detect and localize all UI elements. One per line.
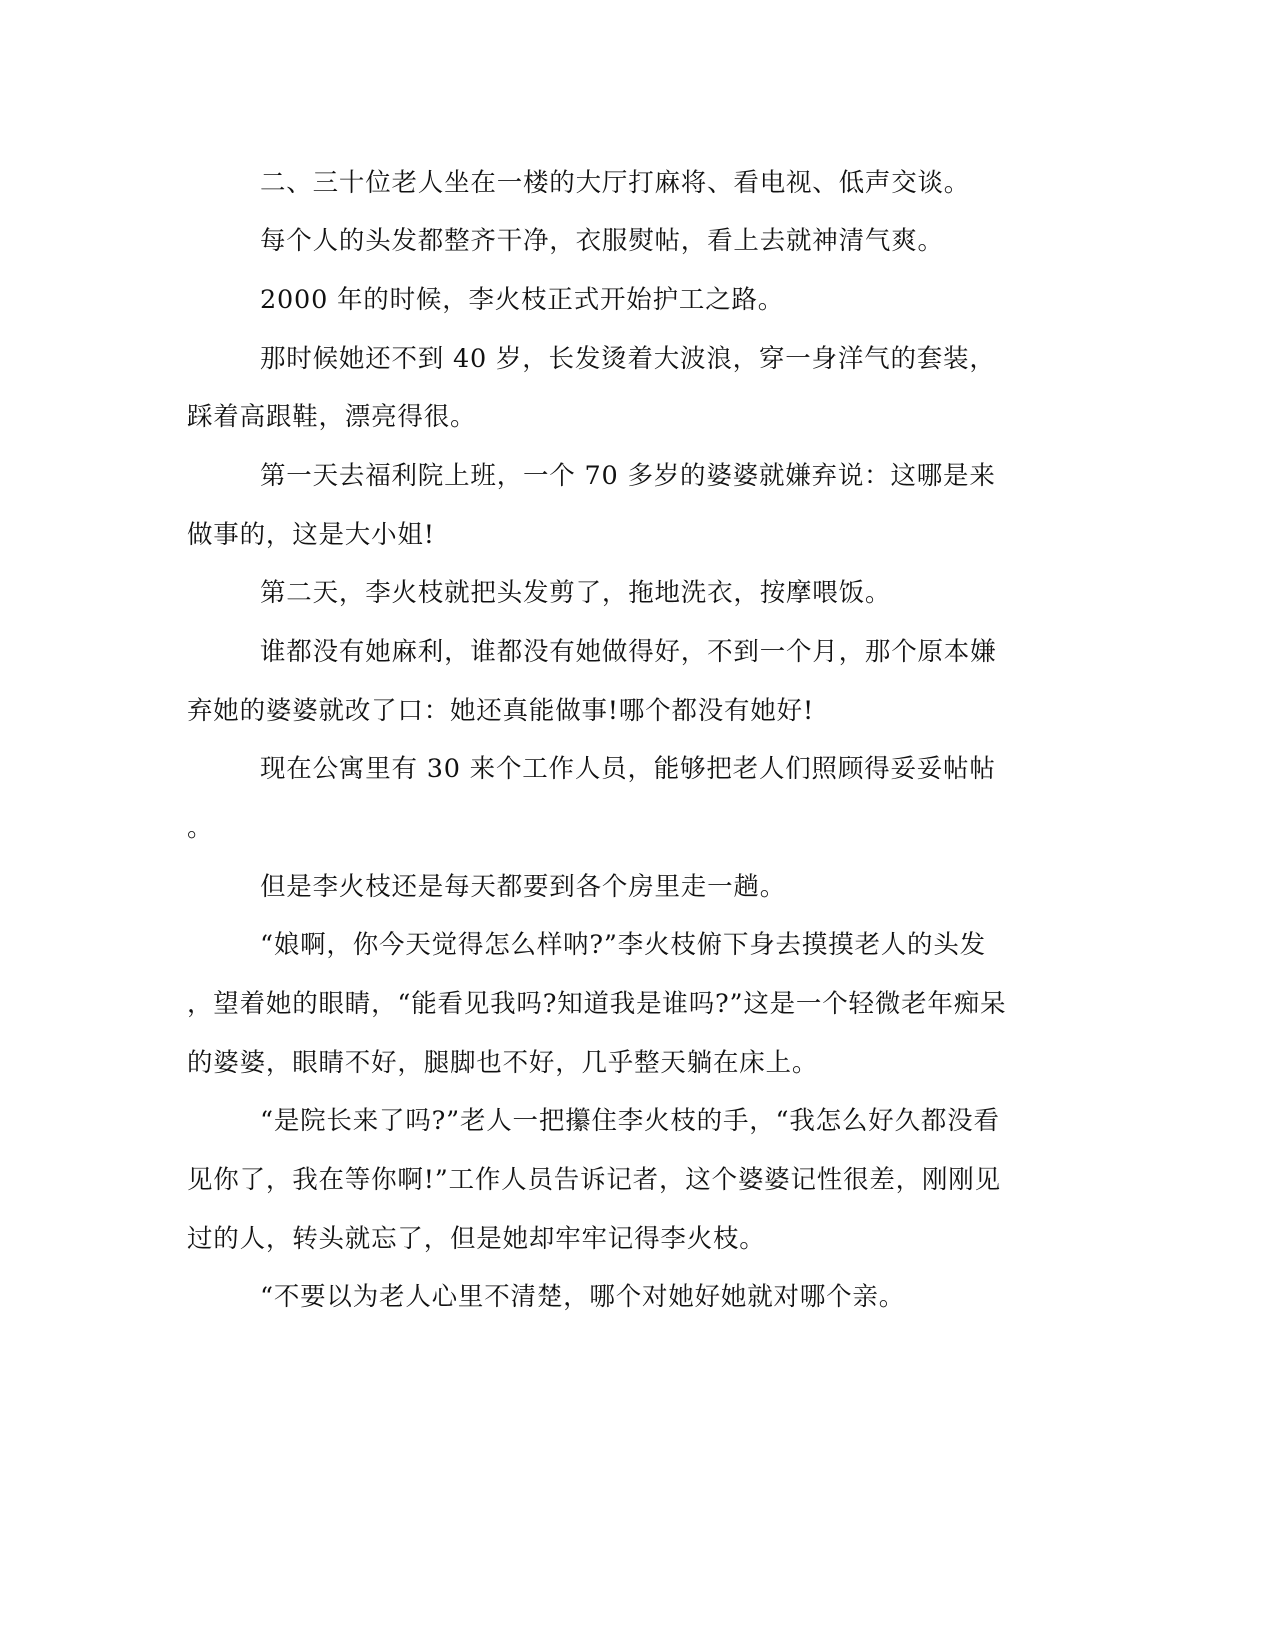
text-line: 二、三十位老人坐在一楼的大厅打麻将、看电视、低声交谈。 bbox=[260, 168, 971, 198]
text-line: 每个人的头发都整齐干净，衣服熨帖，看上去就神清气爽。 bbox=[260, 226, 944, 256]
text-line: 第二天，李火枝就把头发剪了，拖地洗衣，按摩喂饭。 bbox=[260, 578, 892, 608]
text-line: 过的人，转头就忘了，但是她却牢牢记得李火枝。 bbox=[187, 1224, 766, 1254]
text-line: 谁都没有她麻利，谁都没有她做得好，不到一个月，那个原本嫌 bbox=[260, 637, 997, 667]
text-line: “是院长来了吗?”老人一把攥住李火枝的手，“我怎么好久都没看 bbox=[260, 1106, 1000, 1136]
text-line: 见你了，我在等你啊!”工作人员告诉记者，这个婆婆记性很差，刚刚见 bbox=[187, 1165, 1001, 1195]
text-line: 2000 年的时候，李火枝正式开始护工之路。 bbox=[260, 285, 785, 315]
text-line: 第一天去福利院上班，一个 70 多岁的婆婆就嫌弃说：这哪是来 bbox=[260, 461, 996, 491]
text-line: 。 bbox=[187, 813, 214, 843]
text-line: 的婆婆，眼睛不好，腿脚也不好，几乎整天躺在床上。 bbox=[187, 1048, 819, 1078]
text-line: ，望着她的眼睛，“能看见我吗?知道我是谁吗?”这是一个轻微老年痴呆 bbox=[187, 989, 1007, 1019]
text-line: 做事的，这是大小姐! bbox=[187, 520, 435, 550]
text-line: 现在公寓里有 30 来个工作人员，能够把老人们照顾得妥妥帖帖 bbox=[260, 754, 996, 784]
text-line: “娘啊，你今天觉得怎么样呐?”李火枝俯下身去摸摸老人的头发 bbox=[260, 930, 986, 960]
text-line: 踩着高跟鞋，漂亮得很。 bbox=[187, 402, 477, 432]
text-line: 但是李火枝还是每天都要到各个房里走一趟。 bbox=[260, 872, 787, 902]
text-line: 那时候她还不到 40 岁，长发烫着大波浪，穿一身洋气的套装， bbox=[260, 344, 996, 374]
text-line: “不要以为老人心里不清楚，哪个对她好她就对哪个亲。 bbox=[260, 1282, 906, 1312]
text-line: 弃她的婆婆就改了口：她还真能做事!哪个都没有她好! bbox=[187, 696, 814, 726]
